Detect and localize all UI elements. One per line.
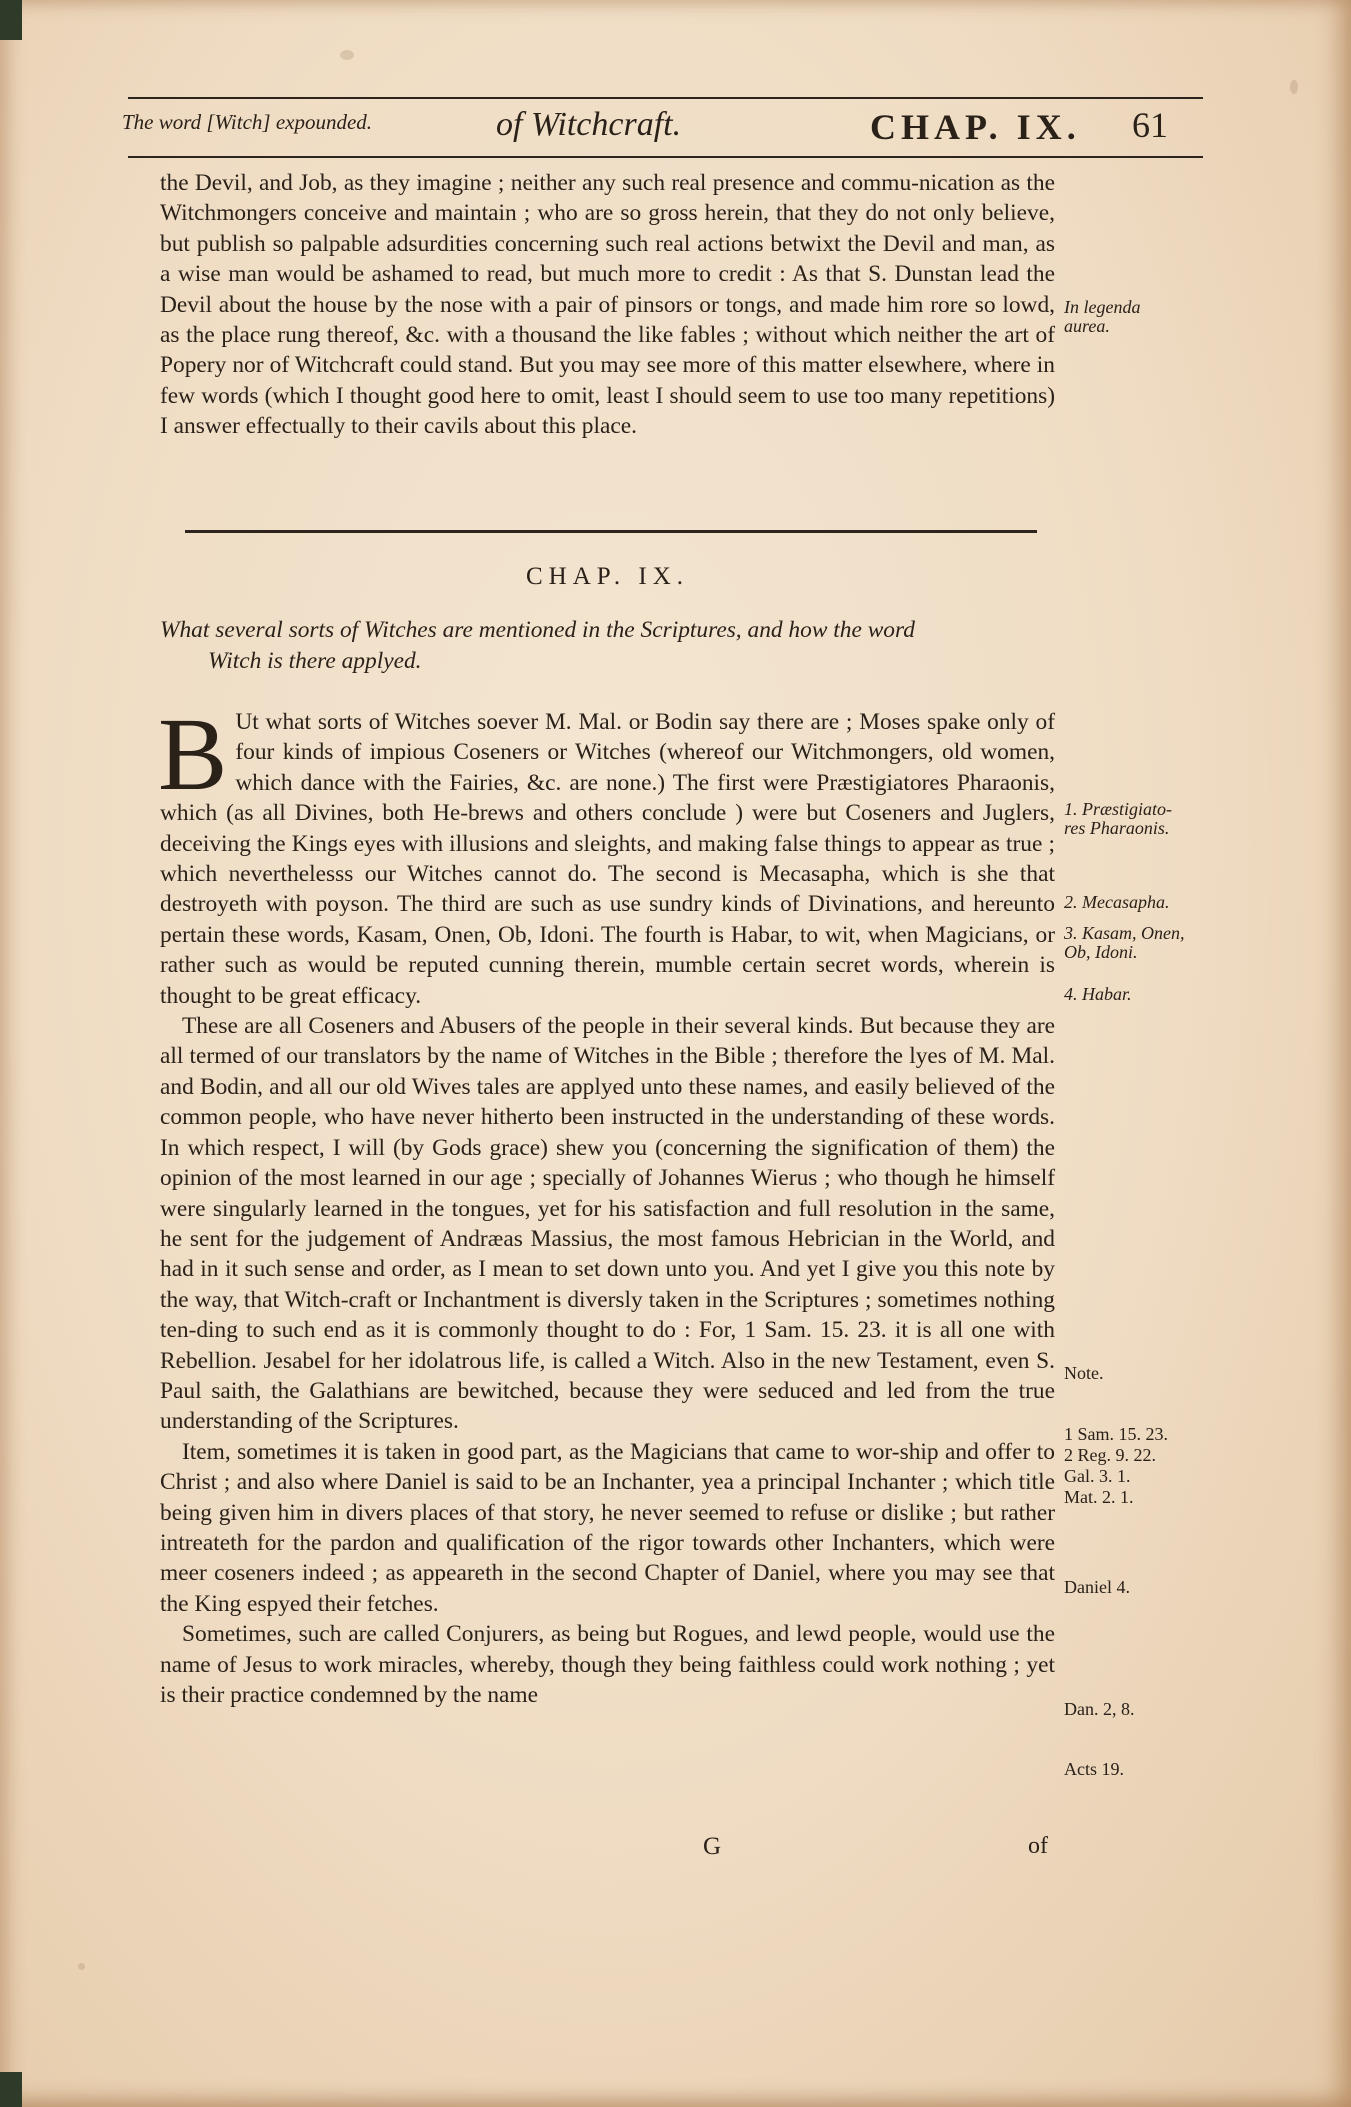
marginal-note: 1 Sam. 15. 23. <box>1064 1424 1169 1444</box>
marginal-note: 4. Habar. <box>1064 984 1132 1004</box>
signature-mark: G <box>703 1833 722 1860</box>
header-top-rule <box>128 97 1203 99</box>
catchword: of <box>1028 1833 1048 1859</box>
paragraph: Item, sometimes it is taken in good part, as the Magicians that came to wor-ship and offer to Christ ; and also where Daniel is said to be an Inchanter, yea a principal Inchanter ; which title being given him in divers places of that story, he never seemed to refuse or dislike ; but rather intreateth for the pardon and qualification of the rigor towards other Inchanters, which were meer coseners indeed ; as appeareth in the second Chapter of Daniel, where you may see that the King espyed their fetches. <box>160 1438 1055 1617</box>
chapter-summary <box>160 615 1055 677</box>
chapter-summary-line: Witch is there applyed. <box>208 648 422 674</box>
binding-edge-top <box>0 0 22 40</box>
marginal-note: Acts 19. <box>1064 1759 1124 1779</box>
header-bottom-rule <box>128 156 1203 158</box>
paragraph: Sometimes, such are called Conjurers, as being but Rogues, and lewd people, would use the name of Jesus to work miracles, whereby, though they being faithless could work nothing ; yet is their practice condemned by the name <box>160 1621 1055 1708</box>
marginal-note: 3. Kasam, Onen, Ob, Idoni. <box>1064 923 1185 962</box>
paragraph: the Devil, and Job, as they imagine ; neither any such real presence and commu-nication as the Witchmongers conceive and maintain ; who are so gross herein, that they do not only believe, but publish so palpable adsurdities concerning such real actions betwixt the Devil and man, as a wise man would be ashamed to read, but much more to credit : As that S. Dunstan lead the Devil about the house by the nose with a pair of pinsors or tongs, and made him rore so lowd, as the place rung thereof, &c. with a thousand the like fables ; without which neither the art of Popery nor of Witchcraft could stand. But you may see more of this matter elsewhere, where in few words (which I thought good here to omit, least I should seem to use too many repetitions) I answer effectually to their cavils about this place. <box>160 170 1055 440</box>
marginal-note: 2 Reg. 9. 22. <box>1064 1445 1156 1465</box>
chapter-body <box>158 697 1055 1710</box>
marginal-note: 2. Mecasapha. <box>1064 892 1170 912</box>
marginal-note: Mat. 2. 1. <box>1064 1487 1134 1507</box>
binding-edge-bottom <box>0 2072 22 2107</box>
paper-stain <box>78 1963 85 1970</box>
paragraph: These are all Coseners and Abusers of the people in their several kinds. But because they are all termed of our translators by the name of Witches in the Bible ; therefore the lyes of M. Mal. and Bodin, and all our old Wives tales are applyed unto these names, and easily believed of the common people, who have never hitherto been instructed in the understanding of these words. In which respect, I will (by Gods grace) shew you (concerning the signification of them) the opinion of the most learned in our age ; specially of Johannes Wierus ; who though he himself were singularly learned in the tongues, yet for his satisfaction and full resolution in the same, he sent for the judgement of Andræas Massius, the most famous Hebrician in the World, and had in it such sense and order, as I mean to set down unto you. And yet I give you this note by the way, that Witch-craft or Inchantment is diversly taken in the Scriptures ; sometimes nothing ten-ding to such end as it is commonly thought to do : For, 1 Sam. 15. 23. it is all one with Rebellion. Jesabel for her idolatrous life, is called a Witch. Also in the new Testament, even S. Paul saith, the Galathians are bewitched, because they were seduced and led from the true understanding of the Scriptures. <box>160 1013 1055 1435</box>
chapter-summary-line: What several sorts of Witches are mentioned in the Scriptures, and how the word <box>160 617 915 643</box>
section-divider-rule <box>185 530 1037 533</box>
marginal-note: Dan. 2, 8. <box>1064 1699 1135 1719</box>
chapter-heading: CHAP. IX. <box>525 563 690 590</box>
running-title: of Witchcraft. <box>496 106 682 143</box>
page-number: 61 <box>1132 105 1168 145</box>
paper-stain <box>340 50 354 60</box>
marginal-note: Daniel 4. <box>1064 1577 1130 1597</box>
continued-text-block <box>160 168 1055 442</box>
paragraph-text: Ut what sorts of Witches soever M. Mal. or Bodin say there are ; Moses spake only of four kinds of impious Coseners or Witches (whereof our Witchmongers, old women, which dance with the Fairies, &c. are none.) The first were Præstigiatores Pharaonis, which (as all Divines, both He-brews and others conclude ) were but Coseners and Juglers, deceiving the Kings eyes with illusions and sleights, and making false things to appear as true ; which neverthelesss our Witches cannot do. The second is Mecasapha, which is she that destroyeth with poyson. The third are such as use sundry kinds of Divinations, and hereunto pertain these words, Kasam, Onen, Ob, Idoni. The fourth is Habar, to wit, when Magicians, or rather such as would be reputed cunning therein, mumble certain secret words, wherein is thought to be great efficacy. <box>160 709 1055 1009</box>
marginal-note: 1. Præstigiato-res Pharaonis. <box>1064 799 1173 838</box>
marginal-note: Gal. 3. 1. <box>1064 1466 1131 1486</box>
paragraph <box>158 697 1055 1011</box>
running-head-left: The word [Witch] expounded. <box>122 110 373 134</box>
drop-cap: B <box>158 697 228 812</box>
marginal-note: Note. <box>1064 1363 1104 1383</box>
marginal-note: In legenda aurea. <box>1064 297 1141 336</box>
paper-stain <box>1290 80 1298 94</box>
running-chapter: CHAP. IX. <box>870 107 1081 147</box>
